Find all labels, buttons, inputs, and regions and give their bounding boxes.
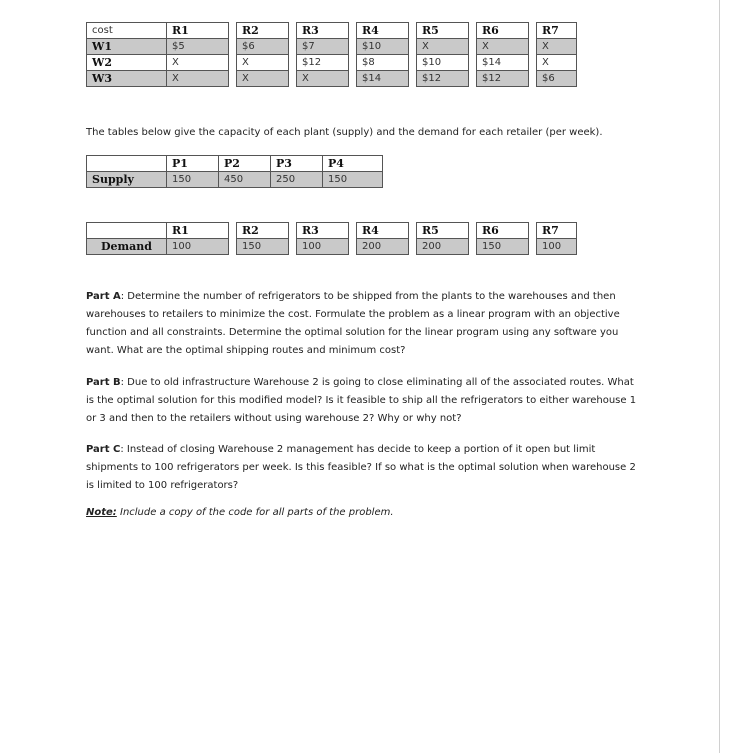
col-header: P1 [167,156,219,172]
part-a-paragraph [86,288,641,360]
cost-cell: X [167,71,229,87]
cost-cell: $14 [357,71,409,87]
cost-cell: $12 [417,71,469,87]
table-row [87,172,383,188]
col-header: R2 [237,23,289,39]
part-b-label: Part B [86,377,121,388]
col-header: R3 [297,223,349,239]
page-edge-line [719,0,720,753]
cost-cell: $12 [477,71,529,87]
table-row [87,55,577,71]
cost-cell: $12 [297,55,349,71]
cost-header-row [87,23,577,39]
cost-cell: X [537,55,577,71]
cost-cell: $7 [297,39,349,55]
col-header: P3 [271,156,323,172]
demand-cell: 200 [417,239,469,255]
demand-cell: 100 [537,239,577,255]
cost-cell: X [237,71,289,87]
supply-table [86,155,383,188]
demand-corner [87,223,167,239]
part-a-text: : Determine the number of refrigerators to be shipped from the plants to the warehouses and then warehouses to retailers to minimize the cost. Formulate the problem as a linear program with an objective function and all constraints. Determine the optimal solution for the linear program using any software you want. What are the optimal shipping routes and minimum cost? [86,291,620,356]
col-header: R6 [477,223,529,239]
col-header: R3 [297,23,349,39]
col-header: R1 [167,23,229,39]
cost-cell: $6 [537,71,577,87]
supply-corner [87,156,167,172]
demand-cell: 100 [297,239,349,255]
demand-cell: 150 [237,239,289,255]
cost-table [86,22,577,87]
col-header: R4 [357,23,409,39]
cost-cell: $14 [477,55,529,71]
demand-cell: 200 [357,239,409,255]
part-c-paragraph [86,441,641,495]
supply-cell: 250 [271,172,323,188]
table-row [87,71,577,87]
cost-cell: X [297,71,349,87]
supply-cell: 450 [219,172,271,188]
intro-paragraph: The tables below give the capacity of each plant (supply) and the demand for each retailer (per week). [86,127,603,138]
col-header: R5 [417,223,469,239]
col-header: R1 [167,223,229,239]
cost-cell: X [537,39,577,55]
table-row [87,39,577,55]
note-line [86,507,394,518]
demand-header-row [87,223,577,239]
note-label: Note: [86,507,117,518]
cost-cell: X [237,55,289,71]
cost-cell: X [477,39,529,55]
cost-cell: $10 [417,55,469,71]
part-a-label: Part A [86,291,121,302]
demand-cell: 100 [167,239,229,255]
row-header: Demand [87,239,167,255]
table-row [87,239,577,255]
supply-cell: 150 [323,172,383,188]
part-b-text: : Due to old infrastructure Warehouse 2 is going to close eliminating all of the associated routes. What is the optimal solution for this modified model? Is it feasible to ship all the refrigerators to either warehouse 1 or 3 and then to the retailers without using warehouse 2? Why or why not? [86,377,637,424]
cost-cell: X [167,55,229,71]
col-header: R2 [237,223,289,239]
part-b-paragraph [86,374,641,428]
col-header: R5 [417,23,469,39]
demand-cell: 150 [477,239,529,255]
cost-cell: $5 [167,39,229,55]
cost-cell: X [417,39,469,55]
col-header: R6 [477,23,529,39]
row-header: W1 [87,39,167,55]
row-header: W2 [87,55,167,71]
cost-cell: $6 [237,39,289,55]
cost-cell: $8 [357,55,409,71]
col-header: R7 [537,223,577,239]
cost-cell: $10 [357,39,409,55]
demand-table [86,222,577,255]
col-header: R4 [357,223,409,239]
row-header: W3 [87,71,167,87]
col-header: R7 [537,23,577,39]
note-text: Include a copy of the code for all parts of the problem. [116,507,394,518]
supply-cell: 150 [167,172,219,188]
supply-header-row [87,156,383,172]
cost-corner-label: cost [87,23,167,39]
part-c-text: : Instead of closing Warehouse 2 management has decide to keep a portion of it open but limit shipments to 100 refrigerators per week. Is this feasible? If so what is the optimal solution when warehouse 2 is limited to 100 refrigerators? [86,444,636,491]
col-header: P2 [219,156,271,172]
row-header: Supply [87,172,167,188]
col-header: P4 [323,156,383,172]
part-c-label: Part C [86,444,121,455]
